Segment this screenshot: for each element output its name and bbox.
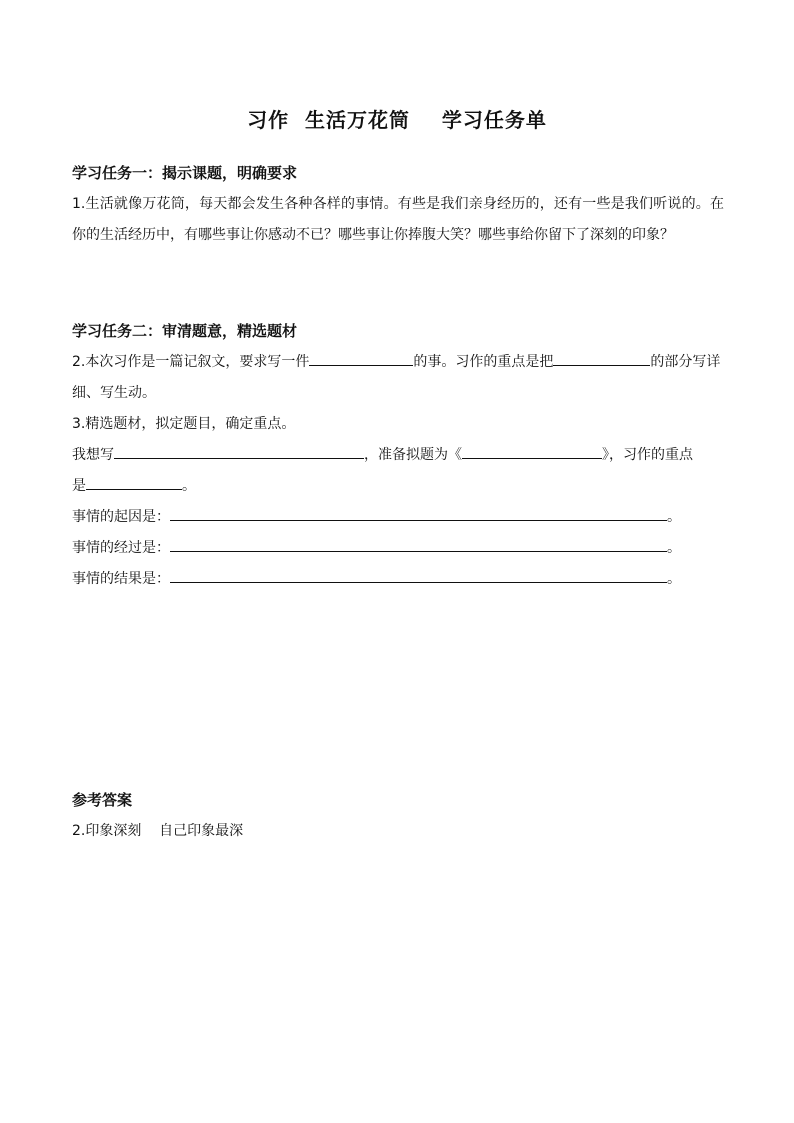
focus-part-blank[interactable] (553, 351, 650, 366)
cause-end: 。 (667, 509, 681, 525)
cause-line (72, 502, 724, 533)
focus-blank[interactable] (86, 475, 182, 490)
focus-end: 。 (182, 478, 196, 494)
question-2 (72, 347, 724, 409)
question-2-text-b: 的事。习作的重点是把 (413, 354, 554, 370)
question-3: 3.精选题材，拟定题目，确定重点。 (72, 416, 296, 432)
cause-blank[interactable] (170, 506, 667, 521)
result-line (72, 564, 724, 595)
focus-line (72, 471, 724, 502)
cause-label: 事情的起因是： (72, 509, 170, 525)
task1-section (72, 163, 724, 251)
question-2-text-a: 2.本次习作是一篇记叙文，要求写一件 (72, 354, 310, 370)
topic-blank[interactable] (114, 444, 364, 459)
task2-section (72, 321, 724, 595)
answers-text: 2.印象深刻 自己印象最深 (72, 823, 244, 839)
page-title: 习作 生活万花筒 学习任务单 (247, 108, 547, 132)
is-label: 是 (72, 478, 86, 494)
question-2-text-c: 的部分写详细、写生动。 (72, 354, 721, 401)
process-line (72, 533, 724, 564)
process-blank[interactable] (170, 537, 667, 552)
result-label: 事情的结果是： (72, 571, 170, 587)
want-label: 我想写 (72, 447, 114, 463)
task2-heading: 学习任务二：审清题意，精选题材 (72, 322, 298, 340)
answers-heading: 参考答案 (72, 791, 133, 809)
process-end: 。 (667, 540, 681, 556)
essay-title-blank[interactable] (462, 444, 602, 459)
task1-paragraph: 1.生活就像万花筒，每天都会发生各种各样的事情。有些是我们亲身经历的，还有一些是我们听说的。在你的生活经历中，有哪些事让你感动不已？哪些事让你捧腹大笑？哪些事给你留下了深刻的印象？ (72, 196, 724, 243)
event-type-blank[interactable] (309, 351, 413, 366)
result-blank[interactable] (170, 568, 667, 583)
title-suffix: 》，习作的重点 (602, 447, 693, 463)
topic-line (72, 440, 724, 471)
task1-heading: 学习任务一：揭示课题，明确要求 (72, 164, 298, 182)
answers-section (72, 790, 724, 841)
title-prefix: ，准备拟题为《 (364, 447, 462, 463)
result-end: 。 (667, 571, 681, 587)
process-label: 事情的经过是： (72, 540, 170, 556)
